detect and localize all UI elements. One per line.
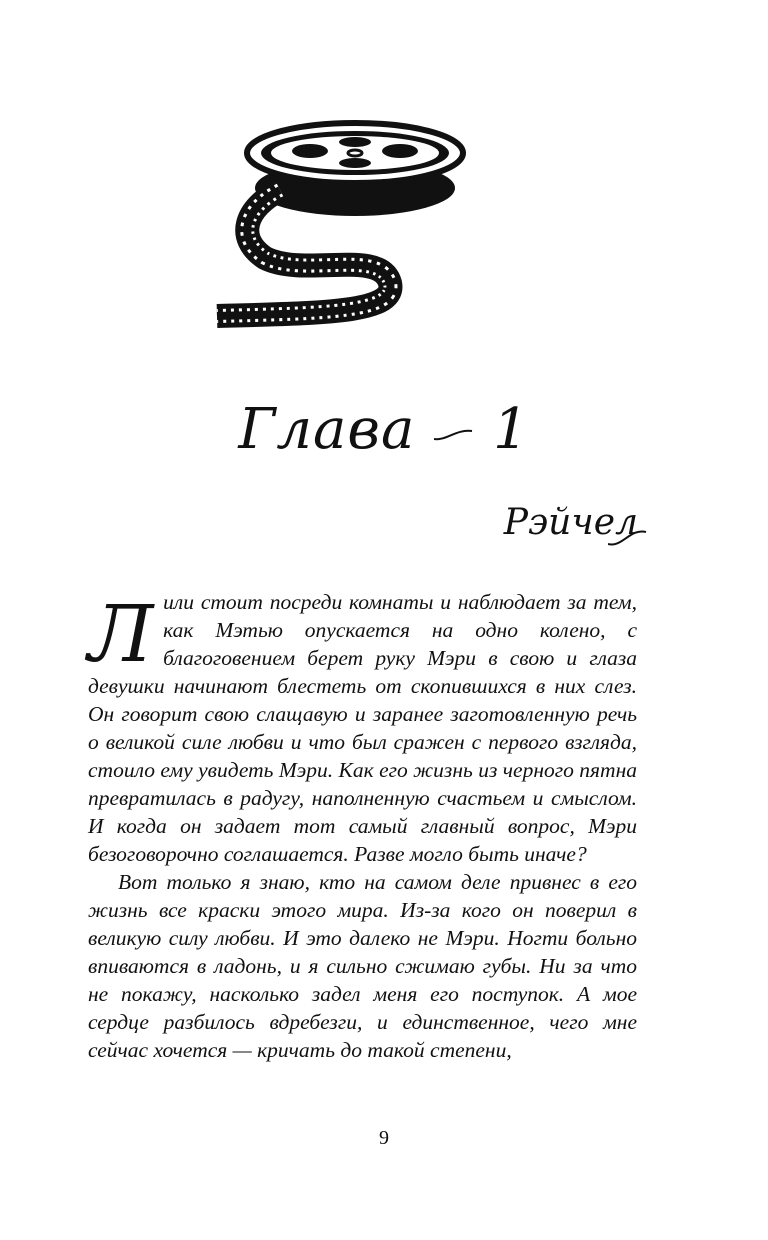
paragraph-text: или стоит посреди комнаты и наблюдает за тем, как Мэтью опускается на одно колено, с благоговением берет руку Мэри в свою и глаза девушки начинают блестеть от скопившихся в них слез. Он говорит свою слащавую и заранее заготовленную речь о великой силе любви и что был сражен с первого взгляда, стоило ему увидеть Мэри. Как его жизнь из черного пятна превратилась в радугу, наполненную счастьем и смыслом. И когда он задает тот самый главный вопрос, Мэри безоговорочно соглашается. Разве могло быть иначе? [88, 590, 637, 866]
body-text [88, 588, 637, 1064]
paragraph [88, 868, 637, 1064]
film-reel-icon [205, 118, 485, 338]
flourish-icon [608, 522, 648, 548]
chapter-title: Глава [238, 397, 416, 462]
drop-cap: Л [88, 590, 154, 680]
flourish-icon [434, 425, 474, 443]
paragraph [88, 588, 637, 868]
page-number: 9 [379, 1127, 389, 1149]
chapter-heading [0, 397, 768, 462]
paragraph-text: Вот только я знаю, кто на самом деле привнес в его жизнь все краски этого мира. Из-за кого он поверил в великую силу любви. И это далеко не Мэри. Ногти больно впиваются в ладонь, и я сильно сжимаю губы. Ни за что не покажу, насколько задел меня его поступок. А мое сердце разбилось вдребезги, и единственное, чего мне сейчас хочется — кричать до такой степени, [88, 870, 637, 1062]
narrator-name: Рэйчел [503, 502, 638, 543]
chapter-number: 1 [493, 397, 530, 462]
